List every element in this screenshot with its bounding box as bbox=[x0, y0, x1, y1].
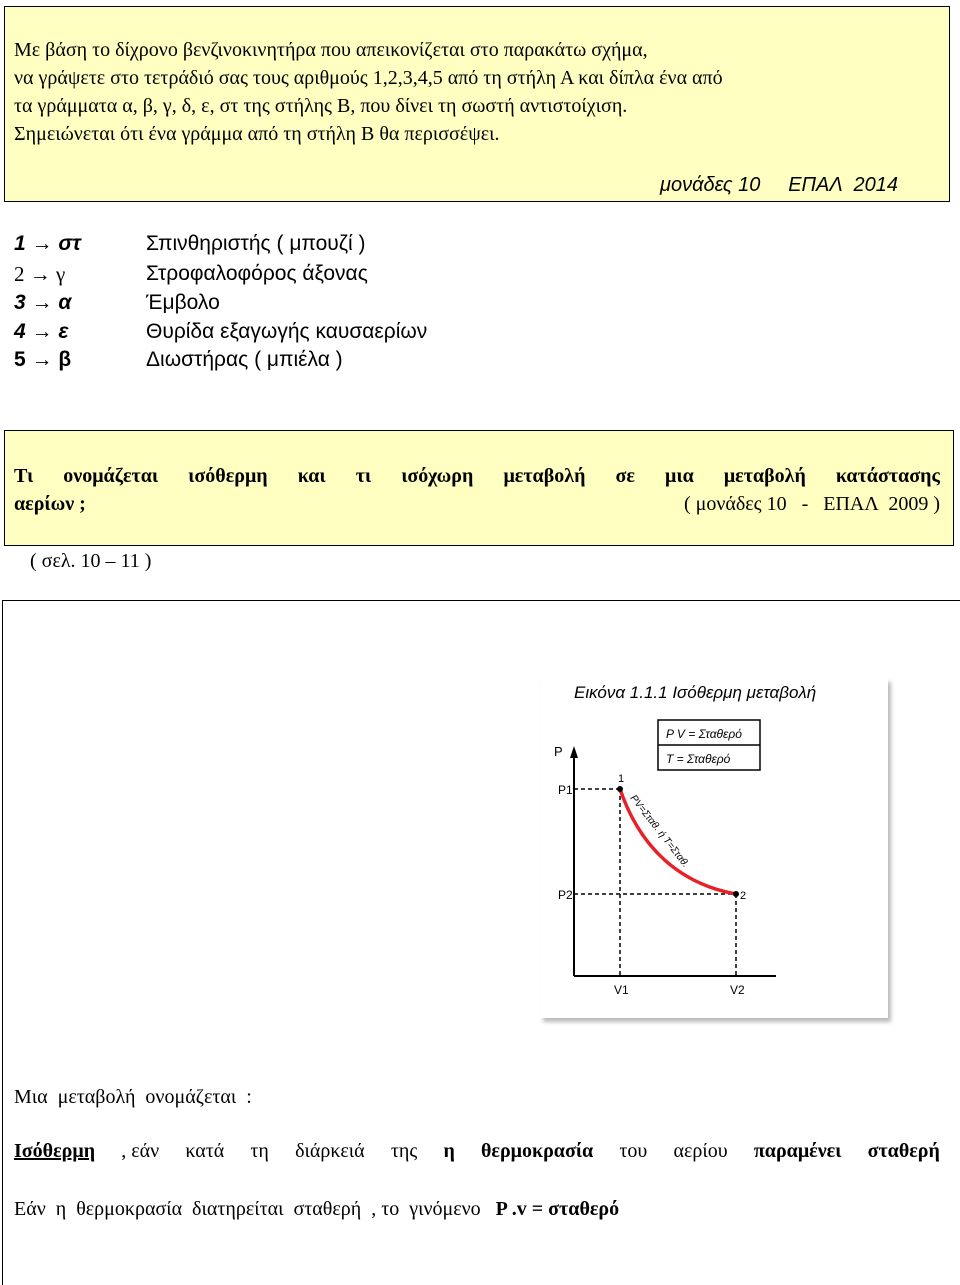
question-line: Με βάση το δίχρονο βενζινοκινητήρα που απεικονίζεται στο παρακάτω σχήμα, bbox=[14, 39, 648, 61]
answer-value: Θυρίδα εξαγωγής καυσαερίων bbox=[146, 320, 428, 343]
definition-line bbox=[14, 1140, 940, 1163]
isothermal-figure bbox=[540, 678, 888, 1018]
legend-pv: P V = Σταθερό bbox=[666, 727, 742, 741]
word: και bbox=[297, 465, 326, 487]
word: , εάν bbox=[121, 1140, 160, 1162]
answer-value: Έμβολο bbox=[146, 291, 220, 314]
question-2-text bbox=[14, 462, 940, 518]
marks: μονάδες 10 bbox=[660, 174, 761, 196]
answer-value: Διωστήρας ( μπιέλα ) bbox=[146, 348, 343, 371]
word: τη bbox=[250, 1140, 269, 1162]
word: ισόχωρη bbox=[401, 465, 474, 487]
isothermal-diagram bbox=[540, 678, 888, 1018]
word: κατά bbox=[185, 1140, 225, 1162]
question-line: να γράψετε στο τετράδιό σας τους αριθμούς 1,2,3,4,5 από τη στήλη Α και δίπλα ένα από bbox=[14, 67, 723, 89]
term-isothermal: Ισόθερμη bbox=[14, 1140, 96, 1162]
word: σταθερή bbox=[867, 1140, 940, 1162]
word: ισόθερμη bbox=[188, 465, 268, 487]
answer-value: Σπινθηριστής ( μπουζί ) bbox=[146, 232, 366, 255]
page-reference: ( σελ. 10 – 11 ) bbox=[30, 550, 152, 572]
word: σε bbox=[615, 465, 635, 487]
formula: P .v = σταθερό bbox=[495, 1198, 620, 1220]
word: παραμένει bbox=[753, 1140, 842, 1162]
v2-label: V2 bbox=[730, 983, 745, 997]
word: η bbox=[443, 1140, 455, 1162]
figure-title: Εικόνα 1.1.1 Ισόθερμη μεταβολή bbox=[574, 683, 817, 702]
point-1 bbox=[617, 786, 623, 792]
question-1-text bbox=[14, 36, 934, 148]
answer-key: 1 → στ bbox=[14, 232, 81, 255]
definition-intro: Μια μεταβολή ονομάζεται : bbox=[14, 1086, 252, 1108]
word: του bbox=[619, 1140, 648, 1162]
word: μεταβολή bbox=[723, 465, 806, 487]
question-line: Σημειώνεται ότι ένα γράμμα από τη στήλη Β θα περισσέψει. bbox=[14, 123, 500, 145]
question-2-marks: ( μονάδες 10 - ΕΠΑΛ 2009 ) bbox=[683, 493, 940, 515]
formula-text: Εάν η θερμοκρασία διατηρείται σταθερή , το γινόμενο bbox=[14, 1198, 496, 1220]
p2-label: P2 bbox=[558, 888, 573, 902]
question-line: τα γράμματα α, β, γ, δ, ε, στ της στήλης Β, που δίνει τη σωστή αντιστοίχιση. bbox=[14, 95, 628, 117]
point-1-label: 1 bbox=[618, 773, 625, 785]
word: αερίων ; bbox=[14, 493, 86, 515]
formula-line bbox=[14, 1198, 619, 1221]
word: Τι bbox=[14, 465, 34, 487]
answer-key: 4 → ε bbox=[14, 320, 69, 343]
answer-key: 5 → β bbox=[14, 348, 72, 371]
answer-key: 2 → γ bbox=[14, 262, 66, 286]
question-1-marks bbox=[660, 174, 898, 197]
exam-source: ΕΠΑΛ 2014 bbox=[788, 174, 898, 196]
p-axis-arrow bbox=[570, 746, 578, 758]
axis-p-label: P bbox=[554, 744, 563, 759]
word: τι bbox=[355, 465, 372, 487]
word: μεταβολή bbox=[503, 465, 586, 487]
p1-label: P1 bbox=[558, 783, 573, 797]
v1-label: V1 bbox=[614, 983, 629, 997]
word: θερμοκρασία bbox=[480, 1140, 594, 1162]
point-2-label: 2 bbox=[740, 890, 747, 902]
question-2-line-2 bbox=[14, 490, 940, 518]
word: αερίου bbox=[673, 1140, 728, 1162]
word: ονομάζεται bbox=[63, 465, 159, 487]
word: διάρκειά bbox=[295, 1140, 365, 1162]
answer-key: 3 → α bbox=[14, 291, 72, 314]
word: κατάστασης bbox=[835, 465, 940, 487]
word: μια bbox=[665, 465, 694, 487]
question-2-line-1 bbox=[14, 462, 940, 490]
word: της bbox=[390, 1140, 418, 1162]
answer-value: Στροφαλοφόρος άξονας bbox=[146, 262, 368, 285]
point-2 bbox=[733, 891, 739, 897]
curve-label: PV=Σταθ. ή T=Σταθ. bbox=[627, 793, 691, 870]
legend-t: T = Σταθερό bbox=[666, 752, 731, 766]
